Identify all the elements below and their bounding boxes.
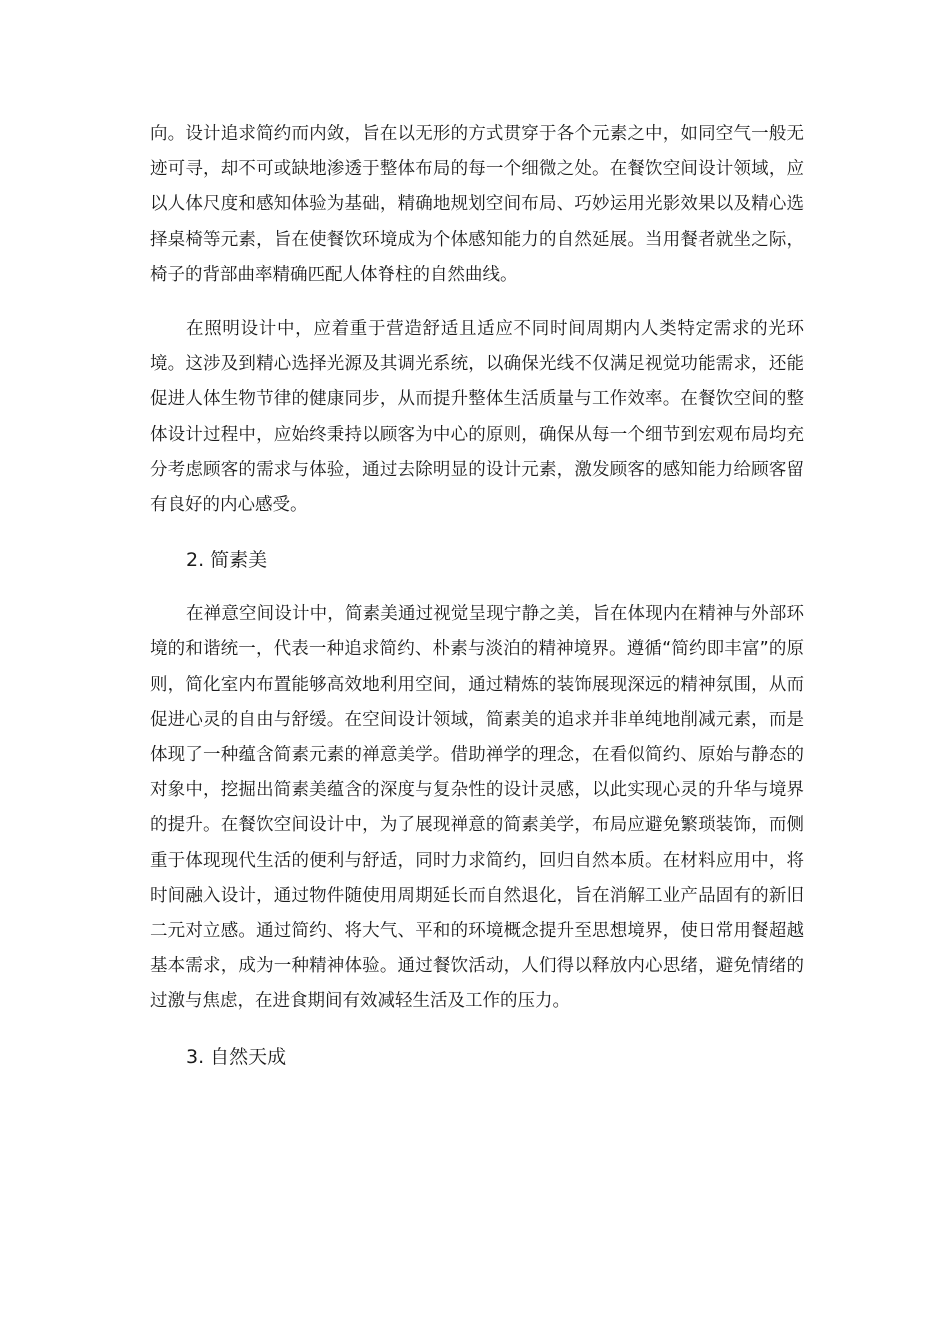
body-paragraph-lighting: 在照明设计中，应着重于营造舒适且适应不同时间周期内人类特定需求的光环境。这涉及到精心选择光源及其调光系统，以确保光线不仅满足视觉功能需求，还能促进人体生物节律的健康同步，从而提升整体生活质量与工作效率。在餐饮空间的整体设计过程中，应始终秉持以顾客为中心的原则，确保从每一个细节到宏观布局均充分考虑顾客的需求与体验，通过去除明显的设计元素，激发顾客的感知能力给顾客留有良好的内心感受。 xyxy=(150,319,804,516)
section-heading-nature: 3. 自然天成 xyxy=(186,1045,287,1068)
body-paragraph-continuation: 向。设计追求简约而内敛，旨在以无形的方式贯穿于各个元素之中，如同空气一般无迹可寻，却不可或缺地渗透于整体布局的每一个细微之处。在餐饮空间设计领域，应以人体尺度和感知体验为基础，精确地规划空间布局、巧妙运用光影效果以及精心选择桌椅等元素，旨在使餐饮环境成为个体感知能力的自然延展。当用餐者就坐之际，椅子的背部曲率精确匹配人体脊柱的自然曲线。 xyxy=(150,124,804,285)
document-page xyxy=(150,117,804,1076)
body-paragraph-simplicity: 在禅意空间设计中，简素美通过视觉呈现宁静之美，旨在体现内在精神与外部环境的和谐统一，代表一种追求简约、朴素与淡泊的精神境界。遵循“简约即丰富”的原则，简化室内布置能够高效地利用空间，通过精炼的装饰展现深远的精神氛围，从而促进心灵的自由与舒缓。在空间设计领域，简素美的追求并非单纯地削减元素，而是体现了一种蕴含简素元素的禅意美学。借助禅学的理念，在看似简约、原始与静态的对象中，挖掘出简素美蕴含的深度与复杂性的设计灵感，以此实现心灵的升华与境界的提升。在餐饮空间设计中，为了展现禅意的简素美学，布局应避免繁琐装饰，而侧重于体现现代生活的便利与舒适，同时力求简约，回归自然本质。在材料应用中，将时间融入设计，通过物件随使用周期延长而自然退化，旨在消解工业产品固有的新旧二元对立感。通过简约、将大气、平和的环境概念提升至思想境界，使日常用餐超越基本需求，成为一种精神体验。通过餐饮活动，人们得以释放内心思绪，避免情绪的过激与焦虑，在进食期间有效减轻生活及工作的压力。 xyxy=(150,604,804,1012)
section-heading-simplicity: 2. 简素美 xyxy=(186,549,268,572)
